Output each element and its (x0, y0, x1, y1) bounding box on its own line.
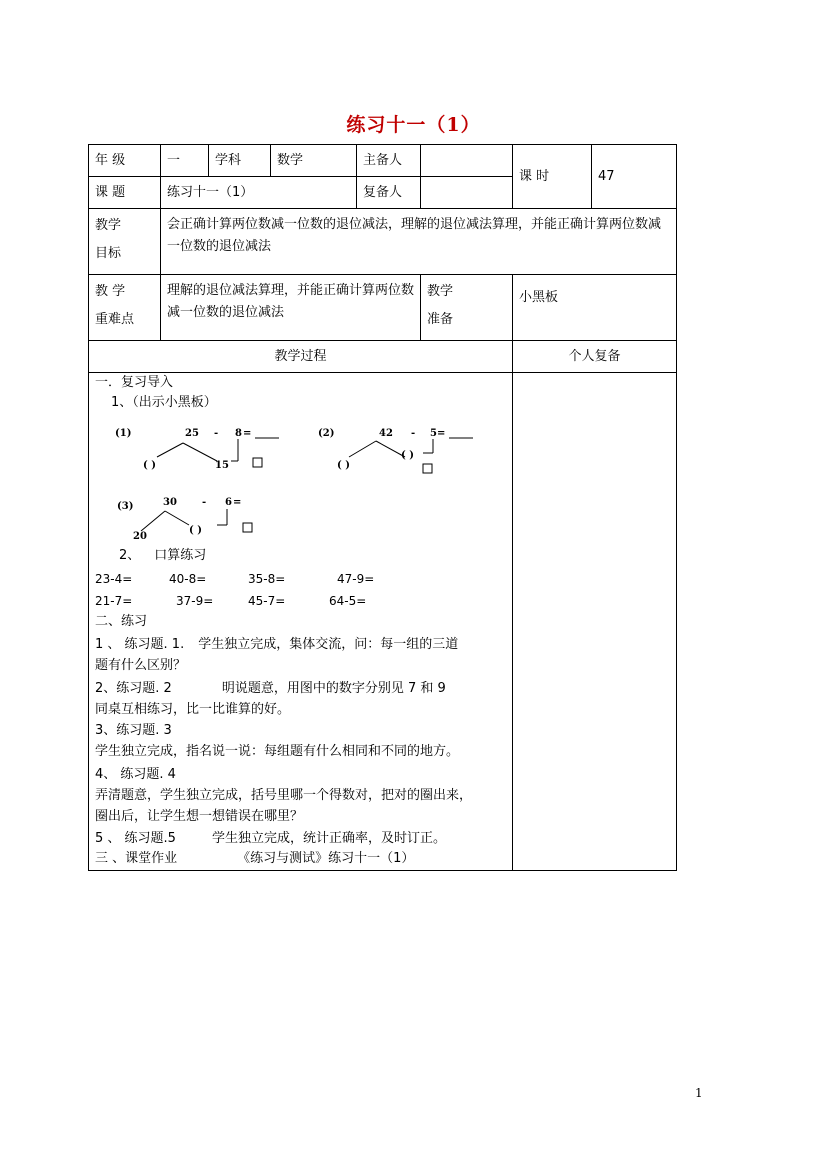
goal-label: 教学 目标 (89, 209, 161, 275)
grade-label: 年 级 (89, 145, 161, 177)
answer-box-icon (253, 458, 262, 467)
period-value: 47 (592, 145, 677, 209)
exercise-4-line-2: 弄清题意，学生独立完成，括号里哪一个得数对，把对的圈出来， (95, 788, 473, 803)
process-header: 教学过程 (89, 341, 513, 373)
exercise-4-line-3: 圈出后，让学生想一想错误在哪里？ (95, 809, 304, 824)
key-points-label: 教 学 重难点 (89, 275, 161, 341)
problem-1-split-left: ( ) (143, 460, 156, 471)
problem-3-equals: = (233, 497, 242, 508)
problem-1-equals: = (243, 428, 252, 439)
problem-2-split-right: ( ) (401, 450, 414, 461)
oral-item: 47-9= (337, 572, 375, 586)
process-body (89, 373, 513, 871)
problem-2 (318, 428, 473, 473)
exercise-2-line-1: 2、练习题. 2 明说题意，用图中的数字分别见 7 和 9 (95, 681, 446, 696)
problem-3-minus: - (202, 497, 207, 508)
subject-label: 学科 (209, 145, 271, 177)
subject-value: 数学 (271, 145, 357, 177)
oral-item: 45-7= (248, 594, 286, 608)
section-3: 三 、课堂作业 《练习与测试》练习十一（1） (95, 851, 415, 866)
problem-1 (115, 428, 279, 471)
header-row-1 (89, 145, 677, 177)
goal-text: 会正确计算两位数减一位数的退位减法，理解的退位减法算理，并能正确计算两位数减一位数的退位减法 (161, 209, 677, 275)
topic-value: 练习十一（1） (161, 177, 357, 209)
problem-3-split-left: 20 (133, 531, 147, 542)
exercise-3-line-2: 学生独立完成，指名说一说：每组题有什么相同和不同的地方。 (95, 744, 460, 759)
lead-teacher-value (421, 145, 513, 177)
lead-teacher-label: 主备人 (357, 145, 421, 177)
exercise-5: 5 、 练习题.5 学生独立完成，统计正确率，及时订正。 (95, 831, 446, 846)
reviewer-value (421, 177, 513, 209)
problem-3-label: (3) (117, 501, 134, 512)
topic-label: 课 题 (89, 177, 161, 209)
section-2-title: 二、练习 (95, 614, 148, 629)
decomposition-figure (113, 421, 513, 546)
personal-review-header: 个人复备 (513, 341, 677, 373)
problem-1-label: (1) (115, 428, 132, 439)
problem-3-subtrahend: 6 (225, 497, 232, 508)
oral-item: 35-8= (248, 572, 286, 586)
key-points-text: 理解的退位减法算理，并能正确计算两位数减一位数的退位减法 (161, 275, 421, 341)
problem-1-minuend: 25 (185, 428, 199, 439)
problem-1-subtrahend: 8 (235, 428, 242, 439)
personal-review-cell (513, 373, 677, 871)
exercise-1-line-2: 题有什么区别？ (95, 658, 187, 673)
problem-2-minus: - (411, 428, 416, 439)
section-1-item-2: 2、 口算练习 (119, 548, 207, 563)
oral-item: 21-7= (95, 594, 133, 608)
process-header-row (89, 341, 677, 373)
answer-box-icon (243, 523, 252, 532)
prep-value: 小黑板 (513, 275, 677, 341)
oral-item: 37-9= (176, 594, 214, 608)
problem-2-minuend: 42 (379, 428, 393, 439)
process-row (89, 373, 677, 871)
exercise-2-line-2: 同桌互相练习，比一比谁算的好。 (95, 702, 291, 717)
problem-2-subtrahend: 5 (430, 428, 437, 439)
page-title: 练习十一（1） (346, 114, 481, 136)
oral-item: 23-4= (95, 572, 133, 586)
section-1-title: 一．复习导入 (95, 375, 174, 390)
prep-label: 教学 准备 (421, 275, 513, 341)
page-number: 1 (695, 1086, 703, 1100)
oral-item: 40-8= (169, 572, 207, 586)
problem-1-split-right: 15 (215, 460, 229, 471)
oral-item: 64-5= (329, 594, 367, 608)
goal-row (89, 209, 677, 275)
key-points-row (89, 275, 677, 341)
grade-value: 一 (161, 145, 209, 177)
problem-2-label: (2) (318, 428, 335, 439)
section-1-item-1: 1、（出示小黑板） (111, 395, 217, 410)
problem-3 (117, 497, 252, 542)
exercise-4-line-1: 4、 练习题. 4 (95, 767, 176, 782)
problem-2-equals: = (437, 428, 446, 439)
reviewer-label: 复备人 (357, 177, 421, 209)
exercise-1-line-1: 1 、 练习题. 1. 学生独立完成，集体交流，问：每一组的三道 (95, 637, 459, 652)
problem-1-minus: - (214, 428, 219, 439)
answer-box-icon (423, 464, 432, 473)
exercise-3-line-1: 3、练习题. 3 (95, 723, 172, 738)
lesson-plan-table (88, 144, 677, 871)
problem-3-minuend: 30 (163, 497, 177, 508)
problem-2-split-left: ( ) (337, 460, 350, 471)
problem-3-split-right: ( ) (189, 525, 202, 536)
period-label: 课 时 (513, 145, 592, 209)
